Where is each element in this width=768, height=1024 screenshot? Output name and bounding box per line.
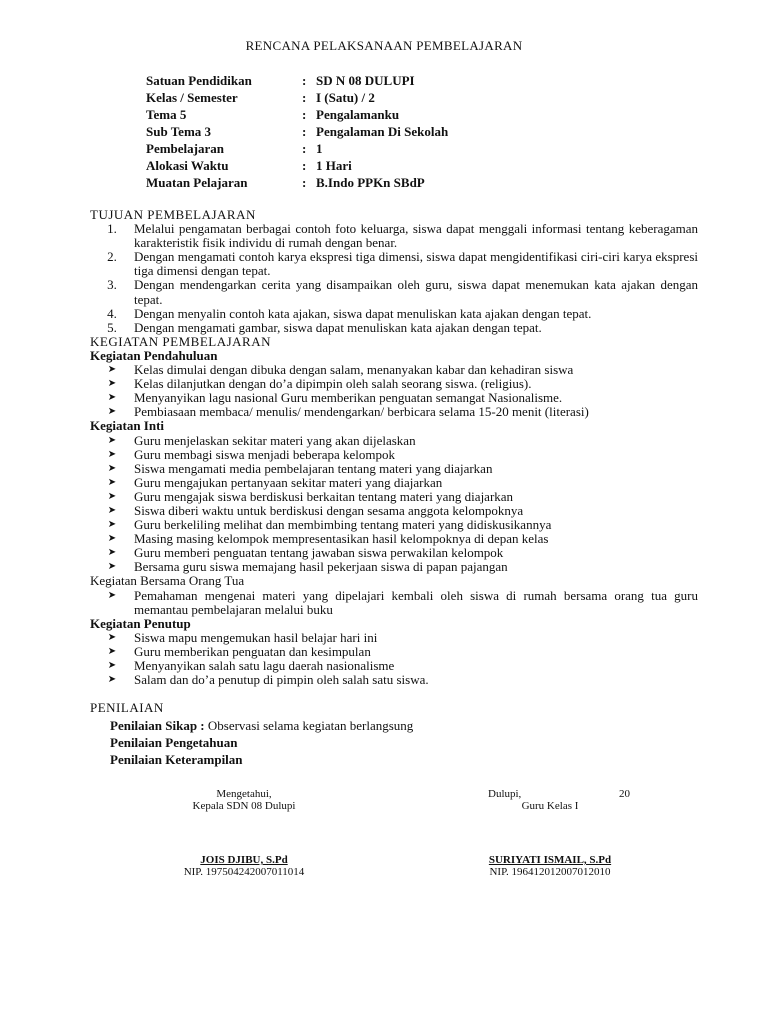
list-text: Guru mengajak siswa berdiskusi berkaitan tentang materi yang diajarkan (134, 488, 514, 504)
arrow-bullet-icon: ➤ (107, 462, 117, 474)
identity-key: Satuan Pendidikan (146, 73, 252, 88)
signature-block-principal (182, 788, 306, 878)
list-text: Masing masing kelompok mempresentasikan hasil kelompoknya di depan kelas (134, 531, 549, 547)
identity-value: Pengalaman Di Sekolah (316, 124, 449, 139)
list-text: Dengan mengamati gambar, siswa dapat menuliskan kata ajakan dengan tepat. (134, 319, 542, 335)
identity-value: 1 (316, 141, 323, 156)
identity-row (146, 72, 448, 89)
list-text: Guru berkeliling melihat dan membimbing tentang materi yang didiskusikannya (134, 517, 552, 533)
list-text: Guru mengajukan pertanyaan sekitar materi yang diajarkan (134, 474, 443, 490)
signature-role: Guru Kelas I (521, 800, 579, 812)
identity-key: Kelas / Semester (146, 90, 238, 105)
list-item (90, 659, 698, 673)
orang-tua-list (90, 589, 698, 617)
arrow-bullet-icon: ➤ (107, 589, 117, 601)
penilaian-sikap-value: Observasi selama kegiatan berlangsung (204, 718, 414, 734)
document-title: RENCANA PELAKSANAAN PEMBELAJARAN (245, 38, 523, 53)
signature-date-line (470, 788, 630, 800)
arrow-bullet-icon: ➤ (107, 476, 117, 488)
list-number: 3. (107, 277, 117, 293)
signature-role: Kepala SDN 08 Dulupi (192, 800, 296, 812)
arrow-bullet-icon: ➤ (107, 533, 117, 545)
list-number: 2. (107, 249, 117, 265)
list-text: Salam dan do’a penutup di pimpin oleh salah satu siswa. (134, 672, 429, 688)
identity-value: 1 Hari (316, 158, 352, 173)
list-item (90, 631, 698, 645)
identity-key: Tema 5 (146, 107, 187, 122)
identity-key: Sub Tema 3 (146, 124, 212, 139)
list-item (90, 589, 698, 617)
arrow-bullet-icon: ➤ (107, 547, 117, 559)
kegiatan-heading: KEGIATAN PEMBELAJARAN (90, 333, 271, 349)
arrow-bullet-icon: ➤ (107, 378, 117, 390)
signature-name: SURIYATI ISMAIL, S.Pd (488, 854, 612, 866)
list-text: Dengan mendengarkan cerita yang disampaikan oleh guru, siswa dapat menemukan kata ajakan dengan tepat. (134, 277, 698, 307)
list-item (90, 448, 698, 462)
signature-year: 20 (619, 788, 630, 800)
list-item (90, 546, 698, 560)
list-item (90, 645, 698, 659)
arrow-bullet-icon: ➤ (107, 434, 117, 446)
identity-row (146, 106, 448, 123)
arrow-bullet-icon: ➤ (107, 392, 117, 404)
list-text: Kelas dilanjutkan dengan do’a dipimpin oleh salah seorang siswa. (religius). (134, 376, 532, 392)
identity-colon: : (302, 158, 307, 173)
penilaian-list (90, 717, 698, 768)
penilaian-sikap-label: Penilaian Sikap : (110, 718, 205, 734)
identity-colon: : (302, 175, 307, 190)
list-item (90, 518, 698, 532)
list-item (90, 462, 698, 476)
list-text: Kelas dimulai dengan dibuka dengan salam, menanyakan kabar dan kehadiran siswa (134, 362, 574, 378)
penutup-title: Kegiatan Penutup (90, 615, 191, 631)
list-item (90, 377, 698, 391)
penilaian-heading: PENILAIAN (90, 700, 164, 716)
tujuan-heading: TUJUAN PEMBELAJARAN (90, 207, 256, 222)
list-item (90, 405, 698, 419)
list-text: Pemahaman mengenai materi yang dipelajari kembali oleh siswa di rumah bersama orang tua guru memantau pembelajaran melalui buku (134, 587, 698, 617)
tujuan-list (90, 222, 698, 335)
document-body (90, 208, 698, 768)
identity-value: Pengalamanku (316, 107, 400, 122)
arrow-bullet-icon: ➤ (107, 561, 117, 573)
inti-title: Kegiatan Inti (90, 418, 165, 434)
list-text: Dengan menyalin contoh kata ajakan, siswa dapat menuliskan kata ajakan dengan tepat. (134, 305, 592, 321)
identity-key: Alokasi Waktu (146, 158, 229, 173)
identity-colon: : (302, 73, 307, 88)
list-text: Siswa mengamati media pembelajaran tentang materi yang diajarkan (134, 460, 493, 476)
signature-nip: NIP. 197504242007011014 (183, 866, 305, 878)
identity-colon: : (302, 141, 307, 156)
list-text: Guru memberi penguatan tentang jawaban siswa perwakilan kelompok (134, 545, 504, 561)
identity-table (146, 72, 448, 191)
arrow-bullet-icon: ➤ (107, 364, 117, 376)
list-item (90, 391, 698, 405)
identity-row (146, 174, 448, 191)
list-item (90, 307, 698, 321)
list-item (90, 560, 698, 574)
list-number: 4. (107, 305, 117, 321)
list-item (90, 222, 698, 250)
arrow-bullet-icon: ➤ (107, 490, 117, 502)
list-item (90, 504, 698, 518)
identity-key: Muatan Pelajaran (146, 175, 248, 190)
pendahuluan-title: Kegiatan Pendahuluan (90, 347, 218, 363)
arrow-bullet-icon: ➤ (107, 519, 117, 531)
penilaian-pengetahuan: Penilaian Pengetahuan (110, 735, 238, 751)
identity-row (146, 89, 448, 106)
list-text: Guru membagi siswa menjadi beberapa kelompok (134, 446, 396, 462)
identity-row (146, 140, 448, 157)
list-item (90, 363, 698, 377)
list-text: Bersama guru siswa memajang hasil pekerjaan siswa di papan pajangan (134, 559, 508, 575)
identity-value: SD N 08 DULUPI (316, 73, 415, 88)
penutup-list (90, 631, 698, 687)
identity-colon: : (302, 90, 307, 105)
list-item (90, 321, 698, 335)
arrow-bullet-icon: ➤ (107, 631, 117, 643)
signature-place: Dulupi, (488, 788, 522, 800)
arrow-bullet-icon: ➤ (107, 674, 117, 686)
identity-row (146, 123, 448, 140)
list-text: Guru memberikan penguatan dan kesimpulan (134, 643, 371, 659)
signature-block-teacher (470, 788, 630, 878)
list-text: Guru menjelaskan sekitar materi yang akan dijelaskan (134, 432, 416, 448)
identity-value: B.Indo PPKn SBdP (316, 175, 425, 190)
list-text: Siswa mapu mengemukan hasil belajar hari ini (134, 629, 378, 645)
identity-colon: : (302, 107, 307, 122)
inti-list (90, 434, 698, 575)
list-item (90, 490, 698, 504)
penilaian-keterampilan: Penilaian Keterampilan (110, 752, 243, 768)
list-item (90, 250, 698, 278)
identity-colon: : (302, 124, 307, 139)
list-text: Melalui pengamatan berbagai contoh foto keluarga, siswa dapat menggali informasi tentang keberagaman karakteristik fisik individu di rumah dengan benar. (134, 221, 698, 251)
section-spacer (90, 687, 698, 701)
pendahuluan-list (90, 363, 698, 419)
identity-key: Pembelajaran (146, 141, 224, 156)
arrow-bullet-icon: ➤ (107, 645, 117, 657)
list-number: 1. (107, 221, 117, 237)
list-item (90, 532, 698, 546)
identity-row (146, 157, 448, 174)
signature-nip: NIP. 196412012007012010 (489, 866, 611, 878)
list-text: Dengan mengamati contoh karya ekspresi tiga dimensi, siswa dapat mengidentifikasi ciri-ciri karya ekspresi tiga dimensi dengan tepat. (134, 249, 698, 279)
list-item (90, 673, 698, 687)
list-item (90, 476, 698, 490)
list-item (90, 278, 698, 306)
arrow-bullet-icon: ➤ (107, 660, 117, 671)
arrow-bullet-icon: ➤ (107, 448, 117, 460)
list-number: 5. (107, 319, 117, 335)
arrow-bullet-icon: ➤ (107, 504, 117, 516)
penilaian-sikap (110, 717, 698, 734)
list-text: Pembiasaan membaca/ menulis/ mendengarkan/ berbicara selama 15-20 menit (literasi) (134, 404, 589, 420)
list-item (90, 434, 698, 448)
orang-tua-title: Kegiatan Bersama Orang Tua (90, 573, 245, 589)
signature-name: JOIS DJIBU, S.Pd (200, 854, 288, 866)
list-text: Menyanyikan lagu nasional Guru memberikan penguatan semangat Nasionalisme. (134, 390, 563, 406)
identity-value: I (Satu) / 2 (316, 90, 375, 105)
list-text: Menyanyikan salah satu lagu daerah nasionalisme (134, 658, 395, 673)
signature-intro: Mengetahui, (216, 788, 272, 800)
list-text: Siswa diberi waktu untuk berdiskusi dengan sesama anggota kelompoknya (134, 502, 524, 518)
arrow-bullet-icon: ➤ (107, 406, 117, 418)
